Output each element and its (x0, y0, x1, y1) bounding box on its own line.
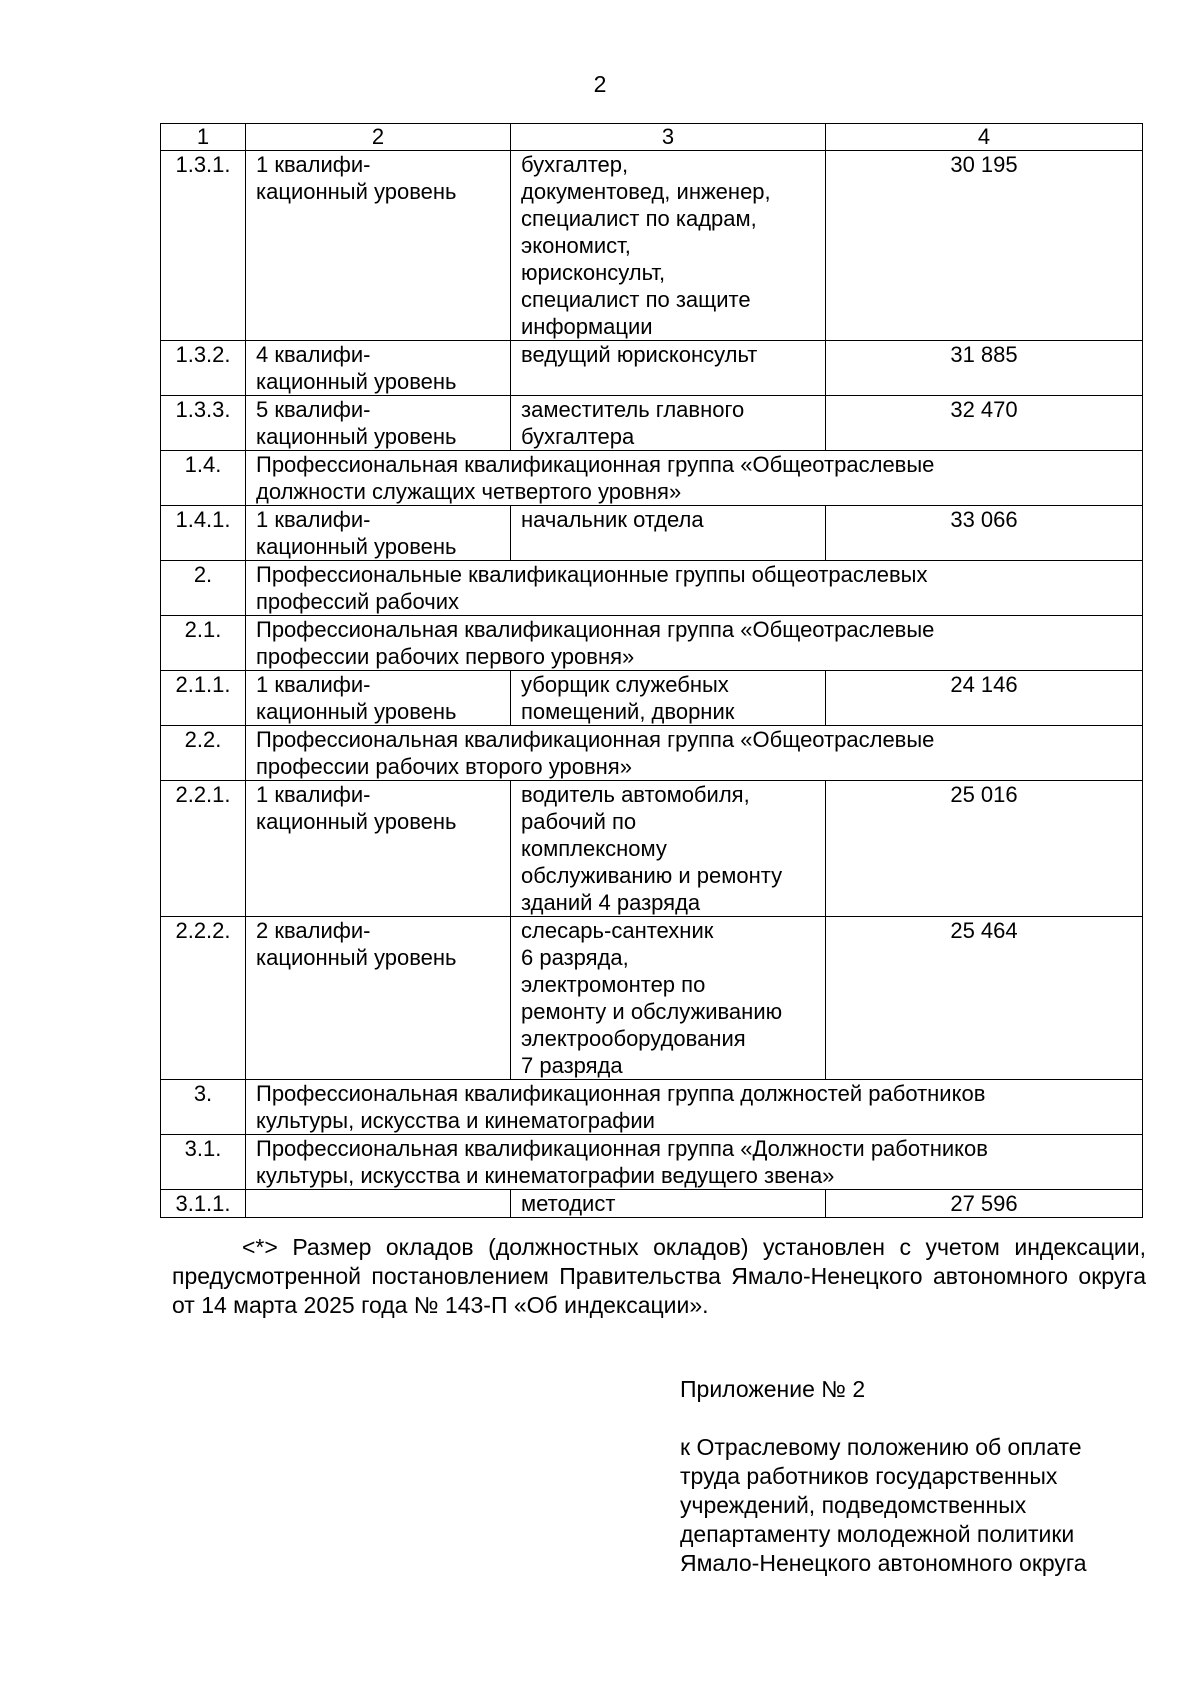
group-row (161, 1135, 1143, 1190)
row-number-cell: 1.4.1. (161, 506, 246, 561)
table-row (161, 917, 1143, 1080)
table-row (161, 506, 1143, 561)
group-title-cell: Профессиональная квалификационная группа «Общеотраслевые профессии рабочих первого уровня» (246, 616, 1143, 671)
qualification-level-cell: 1 квалифи- кационный уровень (246, 506, 511, 561)
group-row (161, 561, 1143, 616)
row-number-cell: 1.3.3. (161, 396, 246, 451)
page-number: 2 (593, 71, 607, 97)
row-number-cell: 1.4. (161, 451, 246, 506)
appendix-line: учреждений, подведомственных (680, 1492, 1027, 1518)
positions-cell: заместитель главного бухгалтера (511, 396, 826, 451)
salary-cell: 31 885 (826, 341, 1143, 396)
row-number-cell: 2.1. (161, 616, 246, 671)
table-row (161, 151, 1143, 341)
salary-cell: 27 596 (826, 1190, 1143, 1218)
appendix-title: Приложение № 2 (680, 1376, 866, 1402)
appendix-line: труда работников государственных (680, 1463, 1058, 1489)
positions-cell: водитель автомобиля, рабочий по комплексному обслуживанию и ремонту зданий 4 разряда (511, 781, 826, 917)
row-number-cell: 3. (161, 1080, 246, 1135)
table-row (161, 781, 1143, 917)
positions-cell: слесарь-сантехник 6 разряда, электромонтер по ремонту и обслуживанию электрооборудования 7 разряда (511, 917, 826, 1080)
row-number-cell: 2.2.1. (161, 781, 246, 917)
table-row (161, 396, 1143, 451)
group-title-cell: Профессиональные квалификационные группы общеотраслевых профессий рабочих (246, 561, 1143, 616)
positions-cell: бухгалтер, документовед, инженер, специалист по кадрам, экономист, юрисконсульт, специалист по защите информации (511, 151, 826, 341)
table-row (161, 671, 1143, 726)
salary-cell: 25 016 (826, 781, 1143, 917)
group-title-cell: Профессиональная квалификационная группа «Должности работников культуры, искусства и кинематографии ведущего звена» (246, 1135, 1143, 1190)
group-row (161, 1080, 1143, 1135)
salary-cell: 32 470 (826, 396, 1143, 451)
qualification-level-cell: 2 квалифи- кационный уровень (246, 917, 511, 1080)
row-number-cell: 2.2.2. (161, 917, 246, 1080)
header-cell: 4 (826, 124, 1143, 151)
row-number-cell: 2.1.1. (161, 671, 246, 726)
qualification-level-cell: 4 квалифи- кационный уровень (246, 341, 511, 396)
group-row (161, 616, 1143, 671)
salary-cell: 33 066 (826, 506, 1143, 561)
group-title-cell: Профессиональная квалификационная группа «Общеотраслевые профессии рабочих второго уровня» (246, 726, 1143, 781)
salary-cell: 24 146 (826, 671, 1143, 726)
positions-cell: начальник отдела (511, 506, 826, 561)
appendix-text (680, 1433, 1160, 1578)
group-title-cell: Профессиональная квалификационная группа «Общеотраслевые должности служащих четвертого уровня» (246, 451, 1143, 506)
qualification-level-cell: 1 квалифи- кационный уровень (246, 151, 511, 341)
table-header-row (161, 124, 1143, 151)
row-number-cell: 2.2. (161, 726, 246, 781)
row-number-cell: 1.3.2. (161, 341, 246, 396)
row-number-cell: 3.1.1. (161, 1190, 246, 1218)
row-number-cell: 1.3.1. (161, 151, 246, 341)
qualification-level-cell: 1 квалифи- кационный уровень (246, 781, 511, 917)
header-cell: 2 (246, 124, 511, 151)
positions-cell: уборщик служебных помещений, дворник (511, 671, 826, 726)
salary-cell: 25 464 (826, 917, 1143, 1080)
table-row (161, 341, 1143, 396)
salary-cell: 30 195 (826, 151, 1143, 341)
salary-table (160, 123, 1143, 1218)
group-row (161, 451, 1143, 506)
group-title-cell: Профессиональная квалификационная группа должностей работников культуры, искусства и кинематографии (246, 1080, 1143, 1135)
appendix-line: департаменту молодежной политики (680, 1521, 1075, 1547)
header-cell: 3 (511, 124, 826, 151)
row-number-cell: 3.1. (161, 1135, 246, 1190)
positions-cell: методист (511, 1190, 826, 1218)
group-row (161, 726, 1143, 781)
footnote: <*> Размер окладов (должностных окладов) установлен с учетом индексации, предусмотренной постановлением Правительства Ямало-Ненецкого автономного округа от 14 марта 2025 года № 143-П «Об индексации». (172, 1234, 1146, 1318)
appendix-line: Ямало-Ненецкого автономного округа (680, 1550, 1087, 1576)
table-row (161, 1190, 1143, 1218)
positions-cell: ведущий юрисконсульт (511, 341, 826, 396)
qualification-level-cell: 1 квалифи- кационный уровень (246, 671, 511, 726)
qualification-level-cell (246, 1190, 511, 1218)
qualification-level-cell: 5 квалифи- кационный уровень (246, 396, 511, 451)
appendix-line: к Отраслевому положению об оплате (680, 1434, 1082, 1460)
header-cell: 1 (161, 124, 246, 151)
row-number-cell: 2. (161, 561, 246, 616)
